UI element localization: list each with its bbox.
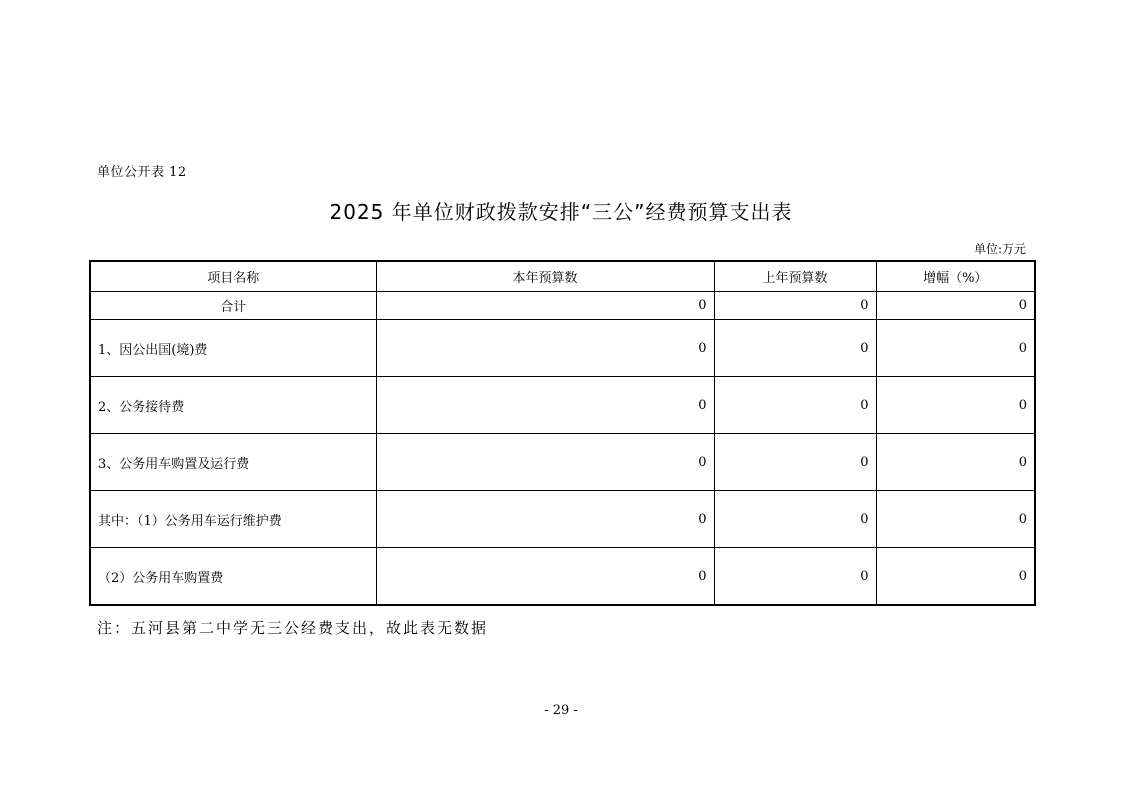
table-row xyxy=(90,377,1035,434)
growth-value: 0 xyxy=(876,377,1035,434)
current-budget-value: 0 xyxy=(376,434,714,491)
table-row xyxy=(90,548,1035,606)
unit-label: 单位:万元 xyxy=(973,242,1026,256)
row-label: 3、公务用车购置及运行费 xyxy=(90,434,376,491)
table-row xyxy=(90,491,1035,548)
column-header-item-name: 项目名称 xyxy=(90,261,376,292)
current-budget-value: 0 xyxy=(376,491,714,548)
table-code: 单位公开表 12 xyxy=(97,165,187,180)
current-budget-value: 0 xyxy=(376,320,714,377)
table-note: 注：五河县第二中学无三公经费支出，故此表无数据 xyxy=(97,619,489,637)
table-row-total xyxy=(90,292,1035,320)
previous-budget-value: 0 xyxy=(714,320,876,377)
column-header-previous-budget: 上年预算数 xyxy=(714,261,876,292)
current-budget-value: 0 xyxy=(376,548,714,606)
row-label: 2、公务接待费 xyxy=(90,377,376,434)
current-budget-value: 0 xyxy=(376,377,714,434)
row-label: 1、因公出国(境)费 xyxy=(90,320,376,377)
previous-budget-value: 0 xyxy=(714,491,876,548)
previous-budget-value: 0 xyxy=(714,377,876,434)
table-row xyxy=(90,320,1035,377)
growth-value: 0 xyxy=(876,434,1035,491)
previous-budget-value: 0 xyxy=(714,434,876,491)
previous-budget-value: 0 xyxy=(714,292,876,320)
budget-table xyxy=(89,260,1036,606)
row-label: （2）公务用车购置费 xyxy=(90,548,376,606)
row-label: 其中：（1）公务用车运行维护费 xyxy=(90,491,376,548)
growth-value: 0 xyxy=(876,320,1035,377)
previous-budget-value: 0 xyxy=(714,548,876,606)
growth-value: 0 xyxy=(876,548,1035,606)
growth-value: 0 xyxy=(876,491,1035,548)
page-title: 2025 年单位财政拨款安排“三公”经费预算支出表 xyxy=(329,200,793,224)
table-row xyxy=(90,434,1035,491)
growth-value: 0 xyxy=(876,292,1035,320)
column-header-growth: 增幅（%） xyxy=(876,261,1035,292)
row-label: 合计 xyxy=(90,292,376,320)
current-budget-value: 0 xyxy=(376,292,714,320)
column-header-current-budget: 本年预算数 xyxy=(376,261,714,292)
table-header-row xyxy=(90,261,1035,292)
page-number: - 29 - xyxy=(544,703,578,718)
